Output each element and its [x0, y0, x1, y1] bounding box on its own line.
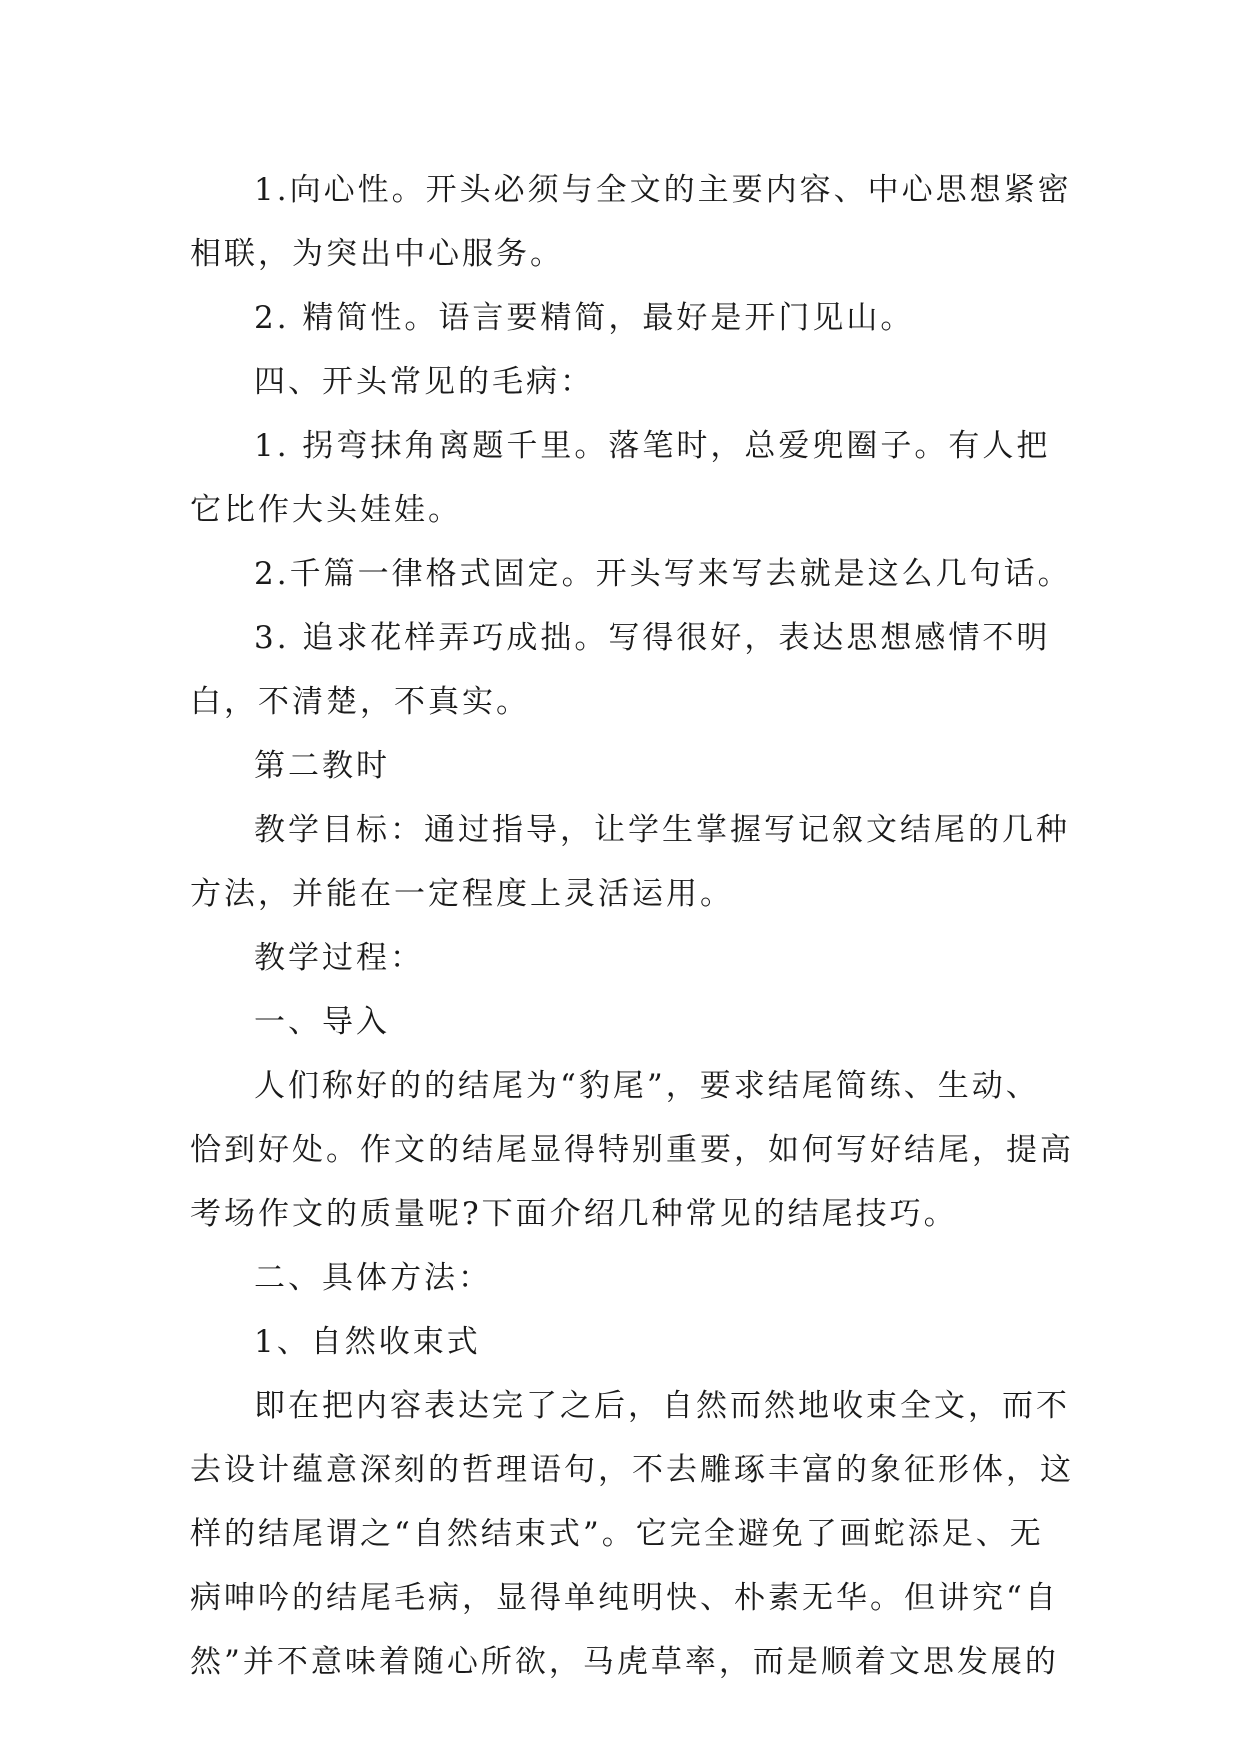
section-heading: 二、具体方法： — [254, 1260, 492, 1296]
section-heading: 四、开头常见的毛病： — [254, 364, 594, 400]
text-line: 相联，为突出中心服务。 — [190, 236, 564, 272]
text-line: 教学目标：通过指导，让学生掌握写记叙文结尾的几种 — [254, 812, 1070, 848]
subsection-heading: 1、自然收束式 — [254, 1324, 481, 1360]
text-line: 3. 追求花样弄巧成拙。写得很好，表达思想感情不明 — [254, 620, 1051, 656]
section-heading: 一、导入 — [254, 1004, 390, 1040]
text-line: 2.千篇一律格式固定。开头写来写去就是这么几句话。 — [254, 556, 1072, 592]
text-line: 即在把内容表达完了之后，自然而然地收束全文，而不 — [254, 1388, 1070, 1424]
text-line: 考场作文的质量呢?下面介绍几种常见的结尾技巧。 — [190, 1196, 958, 1232]
text-line: 恰到好处。作文的结尾显得特别重要，如何写好结尾，提高 — [190, 1132, 1074, 1168]
text-line: 1. 拐弯抹角离题千里。落笔时，总爱兜圈子。有人把 — [254, 428, 1051, 464]
document-body — [190, 158, 1074, 1694]
text-line: 它比作大头娃娃。 — [190, 492, 462, 528]
text-line: 样的结尾谓之“自然结束式”。它完全避免了画蛇添足、无 — [190, 1516, 1044, 1552]
section-heading: 教学过程： — [254, 940, 424, 976]
text-line: 去设计蕴意深刻的哲理语句，不去雕琢丰富的象征形体，这 — [190, 1452, 1074, 1488]
lesson-heading: 第二教时 — [254, 748, 390, 784]
text-line: 然”并不意味着随心所欲，马虎草率，而是顺着文思发展的 — [190, 1644, 1059, 1680]
text-line: 1.向心性。开头必须与全文的主要内容、中心思想紧密 — [254, 172, 1072, 208]
text-line: 病呻吟的结尾毛病，显得单纯明快、朴素无华。但讲究“自 — [190, 1580, 1059, 1616]
text-line: 2. 精简性。语言要精简，最好是开门见山。 — [254, 300, 915, 336]
text-line: 白，不清楚，不真实。 — [190, 684, 530, 720]
text-line: 方法，并能在一定程度上灵活运用。 — [190, 876, 734, 912]
text-line: 人们称好的的结尾为“豹尾”，要求结尾简练、生动、 — [254, 1068, 1040, 1104]
